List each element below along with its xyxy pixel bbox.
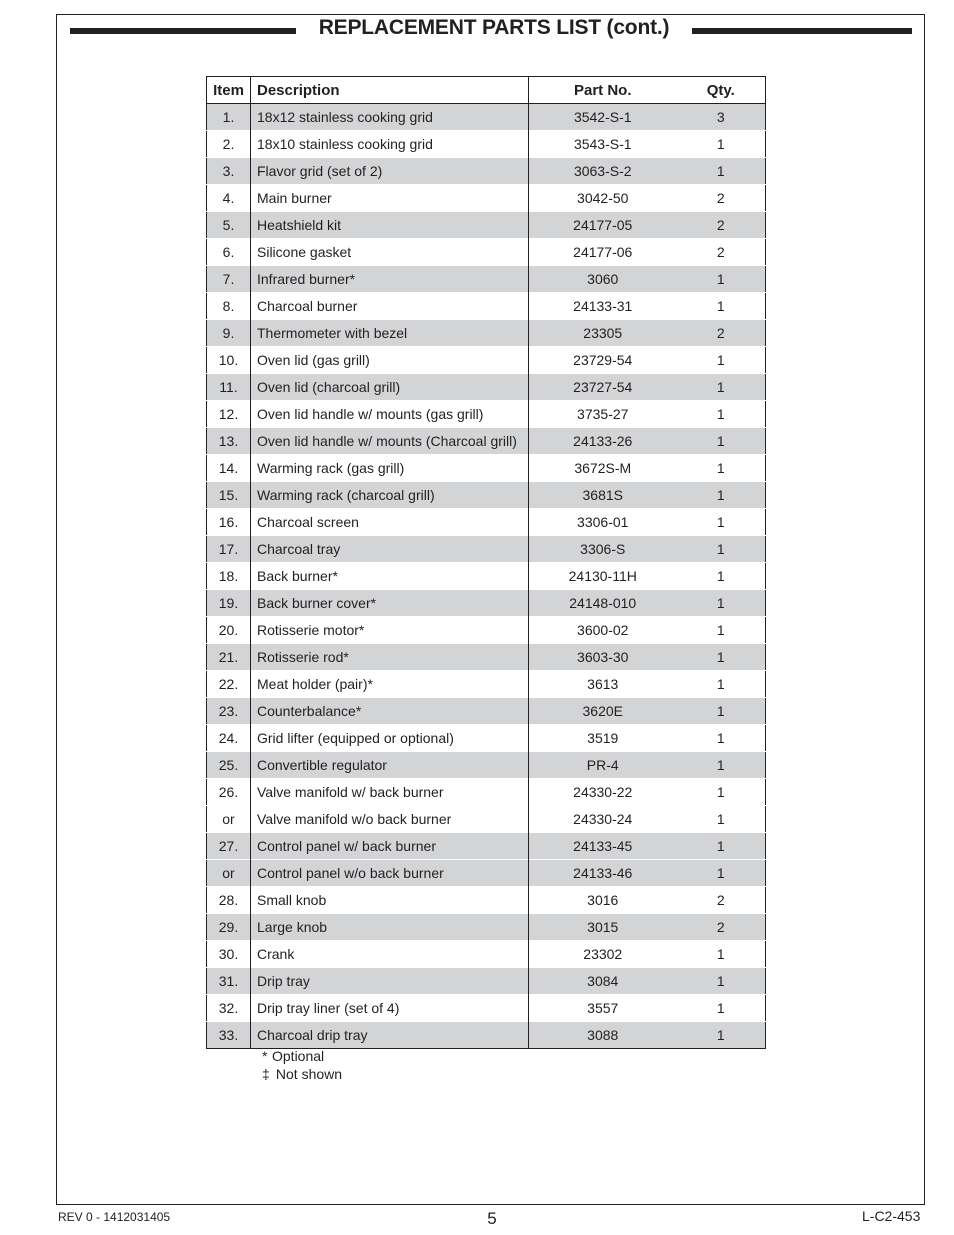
table-row bbox=[207, 104, 766, 131]
part-number-cell: 3016 bbox=[529, 887, 677, 914]
footnote-optional bbox=[262, 1047, 342, 1065]
description-cell: Back burner* bbox=[251, 563, 529, 590]
part-number-cell: 3672S-M bbox=[529, 455, 677, 482]
item-cell: 16. bbox=[207, 509, 251, 536]
part-number-cell: 23305 bbox=[529, 320, 677, 347]
quantity-cell: 1 bbox=[677, 833, 766, 860]
description-cell: Warming rack (charcoal grill) bbox=[251, 482, 529, 509]
table-row bbox=[207, 239, 766, 266]
header-qty: Qty. bbox=[677, 77, 766, 104]
description-cell: Drip tray bbox=[251, 968, 529, 995]
part-number-cell: 23727-54 bbox=[529, 374, 677, 401]
item-cell: 2. bbox=[207, 131, 251, 158]
table-row bbox=[207, 698, 766, 725]
description-cell: Silicone gasket bbox=[251, 239, 529, 266]
item-cell: or bbox=[207, 806, 251, 833]
table-row bbox=[207, 671, 766, 698]
description-cell: Main burner bbox=[251, 185, 529, 212]
table-row bbox=[207, 158, 766, 185]
quantity-cell: 1 bbox=[677, 995, 766, 1022]
part-number-cell: 3620E bbox=[529, 698, 677, 725]
table-row bbox=[207, 185, 766, 212]
quantity-cell: 1 bbox=[677, 941, 766, 968]
description-cell: Oven lid (charcoal grill) bbox=[251, 374, 529, 401]
document-code: L-C2-453 bbox=[862, 1208, 921, 1224]
part-number-cell: 24330-22 bbox=[529, 779, 677, 806]
table-row bbox=[207, 374, 766, 401]
table-row bbox=[207, 1022, 766, 1049]
part-number-cell: 3613 bbox=[529, 671, 677, 698]
item-cell: 32. bbox=[207, 995, 251, 1022]
quantity-cell: 1 bbox=[677, 266, 766, 293]
item-cell: 3. bbox=[207, 158, 251, 185]
quantity-cell: 2 bbox=[677, 914, 766, 941]
quantity-cell: 1 bbox=[677, 617, 766, 644]
item-cell: 22. bbox=[207, 671, 251, 698]
description-cell: Convertible regulator bbox=[251, 752, 529, 779]
footnote-text: Optional bbox=[272, 1048, 325, 1064]
quantity-cell: 2 bbox=[677, 887, 766, 914]
description-cell: Charcoal screen bbox=[251, 509, 529, 536]
quantity-cell: 1 bbox=[677, 401, 766, 428]
item-cell: 25. bbox=[207, 752, 251, 779]
item-cell: or bbox=[207, 860, 251, 887]
part-number-cell: 3603-30 bbox=[529, 644, 677, 671]
table-row bbox=[207, 806, 766, 833]
description-cell: Infrared burner* bbox=[251, 266, 529, 293]
quantity-cell: 1 bbox=[677, 644, 766, 671]
item-cell: 1. bbox=[207, 104, 251, 131]
quantity-cell: 1 bbox=[677, 536, 766, 563]
part-number-cell: 23302 bbox=[529, 941, 677, 968]
table-row bbox=[207, 482, 766, 509]
description-cell: Rotisserie motor* bbox=[251, 617, 529, 644]
item-cell: 4. bbox=[207, 185, 251, 212]
item-cell: 15. bbox=[207, 482, 251, 509]
header-description: Description bbox=[251, 77, 529, 104]
footnote-text: Not shown bbox=[275, 1066, 343, 1082]
part-number-cell: 24133-45 bbox=[529, 833, 677, 860]
table-row bbox=[207, 293, 766, 320]
quantity-cell: 1 bbox=[677, 725, 766, 752]
description-cell: Control panel w/ back burner bbox=[251, 833, 529, 860]
revision-label: REV 0 - 1412031405 bbox=[58, 1210, 171, 1224]
part-number-cell: 3681S bbox=[529, 482, 677, 509]
description-cell: Small knob bbox=[251, 887, 529, 914]
description-cell: Meat holder (pair)* bbox=[251, 671, 529, 698]
quantity-cell: 1 bbox=[677, 860, 766, 887]
double-dagger-symbol: ‡ bbox=[262, 1066, 270, 1082]
item-cell: 9. bbox=[207, 320, 251, 347]
description-cell: Oven lid (gas grill) bbox=[251, 347, 529, 374]
part-number-cell: 3084 bbox=[529, 968, 677, 995]
part-number-cell: 24148-010 bbox=[529, 590, 677, 617]
item-cell: 12. bbox=[207, 401, 251, 428]
description-cell: Valve manifold w/o back burner bbox=[251, 806, 529, 833]
table-row bbox=[207, 833, 766, 860]
description-cell: Warming rack (gas grill) bbox=[251, 455, 529, 482]
table-row bbox=[207, 617, 766, 644]
description-cell: Grid lifter (equipped or optional) bbox=[251, 725, 529, 752]
part-number-cell: 3557 bbox=[529, 995, 677, 1022]
description-cell: Charcoal burner bbox=[251, 293, 529, 320]
quantity-cell: 1 bbox=[677, 698, 766, 725]
title-row bbox=[70, 14, 912, 50]
item-cell: 13. bbox=[207, 428, 251, 455]
header-item: Item bbox=[207, 77, 251, 104]
title-rule-right bbox=[692, 28, 912, 34]
description-cell: Large knob bbox=[251, 914, 529, 941]
part-number-cell: 24133-26 bbox=[529, 428, 677, 455]
table-row bbox=[207, 401, 766, 428]
item-cell: 11. bbox=[207, 374, 251, 401]
item-cell: 14. bbox=[207, 455, 251, 482]
description-cell: Drip tray liner (set of 4) bbox=[251, 995, 529, 1022]
quantity-cell: 2 bbox=[677, 320, 766, 347]
table-row bbox=[207, 860, 766, 887]
quantity-cell: 1 bbox=[677, 752, 766, 779]
part-number-cell: 24330-24 bbox=[529, 806, 677, 833]
quantity-cell: 1 bbox=[677, 509, 766, 536]
description-cell: Back burner cover* bbox=[251, 590, 529, 617]
page-number: 5 bbox=[487, 1209, 497, 1228]
table-row bbox=[207, 725, 766, 752]
table-row bbox=[207, 887, 766, 914]
part-number-cell: 24177-05 bbox=[529, 212, 677, 239]
table-row bbox=[207, 644, 766, 671]
item-cell: 23. bbox=[207, 698, 251, 725]
item-cell: 8. bbox=[207, 293, 251, 320]
table-row bbox=[207, 995, 766, 1022]
quantity-cell: 1 bbox=[677, 293, 766, 320]
quantity-cell: 1 bbox=[677, 671, 766, 698]
quantity-cell: 1 bbox=[677, 779, 766, 806]
part-number-cell: 3542-S-1 bbox=[529, 104, 677, 131]
quantity-cell: 1 bbox=[677, 806, 766, 833]
part-number-cell: 24130-11H bbox=[529, 563, 677, 590]
table-row bbox=[207, 131, 766, 158]
description-cell: Flavor grid (set of 2) bbox=[251, 158, 529, 185]
description-cell: Heatshield kit bbox=[251, 212, 529, 239]
parts-table bbox=[206, 76, 766, 1049]
quantity-cell: 1 bbox=[677, 131, 766, 158]
description-cell: Thermometer with bezel bbox=[251, 320, 529, 347]
item-cell: 33. bbox=[207, 1022, 251, 1049]
part-number-cell: 3063-S-2 bbox=[529, 158, 677, 185]
part-number-cell: PR-4 bbox=[529, 752, 677, 779]
quantity-cell: 1 bbox=[677, 455, 766, 482]
table-row bbox=[207, 455, 766, 482]
quantity-cell: 1 bbox=[677, 428, 766, 455]
title-rule-left bbox=[70, 28, 296, 34]
item-cell: 5. bbox=[207, 212, 251, 239]
part-number-cell: 24177-06 bbox=[529, 239, 677, 266]
quantity-cell: 2 bbox=[677, 185, 766, 212]
part-number-cell: 3306-01 bbox=[529, 509, 677, 536]
table-row bbox=[207, 779, 766, 806]
quantity-cell: 1 bbox=[677, 482, 766, 509]
part-number-cell: 24133-46 bbox=[529, 860, 677, 887]
footnote-not-shown bbox=[262, 1065, 342, 1083]
parts-table-header bbox=[207, 77, 766, 104]
item-cell: 21. bbox=[207, 644, 251, 671]
item-cell: 24. bbox=[207, 725, 251, 752]
table-row bbox=[207, 536, 766, 563]
part-number-cell: 3306-S bbox=[529, 536, 677, 563]
description-cell: Rotisserie rod* bbox=[251, 644, 529, 671]
part-number-cell: 24133-31 bbox=[529, 293, 677, 320]
quantity-cell: 1 bbox=[677, 590, 766, 617]
item-cell: 31. bbox=[207, 968, 251, 995]
quantity-cell: 1 bbox=[677, 158, 766, 185]
description-cell: Charcoal drip tray bbox=[251, 1022, 529, 1049]
item-cell: 19. bbox=[207, 590, 251, 617]
table-row bbox=[207, 914, 766, 941]
description-cell: Crank bbox=[251, 941, 529, 968]
table-row bbox=[207, 266, 766, 293]
part-number-cell: 23729-54 bbox=[529, 347, 677, 374]
item-cell: 28. bbox=[207, 887, 251, 914]
part-number-cell: 3735-27 bbox=[529, 401, 677, 428]
description-cell: Charcoal tray bbox=[251, 536, 529, 563]
table-row bbox=[207, 347, 766, 374]
description-cell: Oven lid handle w/ mounts (Charcoal grill) bbox=[251, 428, 529, 455]
table-row bbox=[207, 752, 766, 779]
quantity-cell: 1 bbox=[677, 1022, 766, 1049]
description-cell: 18x12 stainless cooking grid bbox=[251, 104, 529, 131]
description-cell: Control panel w/o back burner bbox=[251, 860, 529, 887]
quantity-cell: 2 bbox=[677, 212, 766, 239]
table-row bbox=[207, 428, 766, 455]
item-cell: 27. bbox=[207, 833, 251, 860]
table-row bbox=[207, 320, 766, 347]
part-number-cell: 3519 bbox=[529, 725, 677, 752]
header-part-no: Part No. bbox=[529, 77, 677, 104]
page-title: REPLACEMENT PARTS LIST (cont.) bbox=[318, 16, 670, 39]
quantity-cell: 1 bbox=[677, 374, 766, 401]
table-row bbox=[207, 509, 766, 536]
table-row bbox=[207, 212, 766, 239]
quantity-cell: 1 bbox=[677, 563, 766, 590]
table-row bbox=[207, 941, 766, 968]
part-number-cell: 3060 bbox=[529, 266, 677, 293]
table-row bbox=[207, 590, 766, 617]
item-cell: 6. bbox=[207, 239, 251, 266]
part-number-cell: 3088 bbox=[529, 1022, 677, 1049]
description-cell: Oven lid handle w/ mounts (gas grill) bbox=[251, 401, 529, 428]
footnotes bbox=[262, 1047, 342, 1083]
item-cell: 7. bbox=[207, 266, 251, 293]
quantity-cell: 3 bbox=[677, 104, 766, 131]
item-cell: 20. bbox=[207, 617, 251, 644]
item-cell: 29. bbox=[207, 914, 251, 941]
part-number-cell: 3042-50 bbox=[529, 185, 677, 212]
item-cell: 17. bbox=[207, 536, 251, 563]
table-row bbox=[207, 968, 766, 995]
parts-table-body bbox=[207, 104, 766, 1049]
quantity-cell: 1 bbox=[677, 347, 766, 374]
part-number-cell: 3015 bbox=[529, 914, 677, 941]
item-cell: 18. bbox=[207, 563, 251, 590]
item-cell: 26. bbox=[207, 779, 251, 806]
description-cell: 18x10 stainless cooking grid bbox=[251, 131, 529, 158]
part-number-cell: 3543-S-1 bbox=[529, 131, 677, 158]
item-cell: 30. bbox=[207, 941, 251, 968]
item-cell: 10. bbox=[207, 347, 251, 374]
quantity-cell: 2 bbox=[677, 239, 766, 266]
part-number-cell: 3600-02 bbox=[529, 617, 677, 644]
description-cell: Counterbalance* bbox=[251, 698, 529, 725]
asterisk-symbol: * bbox=[262, 1048, 268, 1064]
description-cell: Valve manifold w/ back burner bbox=[251, 779, 529, 806]
table-row bbox=[207, 563, 766, 590]
quantity-cell: 1 bbox=[677, 968, 766, 995]
